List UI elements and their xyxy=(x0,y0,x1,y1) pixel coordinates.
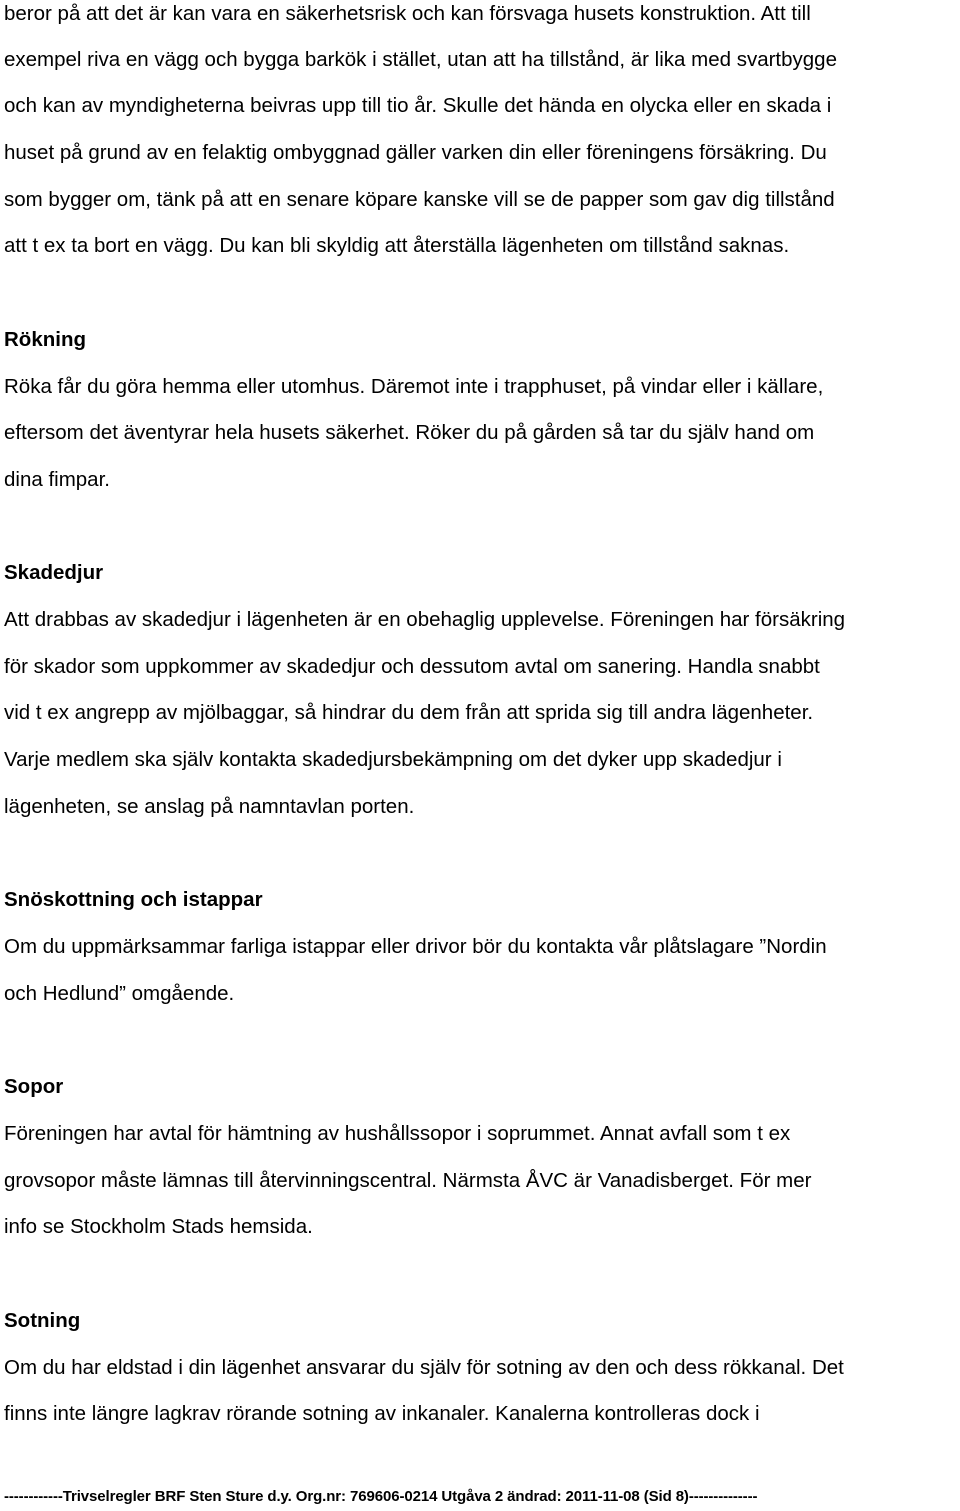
intro-line-1: beror på att det är kan vara en säkerhetsrisk och kan försvaga husets konstruktion. Att till xyxy=(4,2,811,25)
rokning-line-2: eftersom det äventyrar hela husets säkerhet. Röker du på gården så tar du själv hand om xyxy=(4,421,815,444)
intro-line-5: som bygger om, tänk på att en senare köpare kanske vill se de papper som gav dig tillstånd xyxy=(4,188,835,211)
skadedjur-line-4: Varje medlem ska själv kontakta skadedjursbekämpning om det dyker upp skadedjur i xyxy=(4,748,782,771)
heading-rokning: Rökning xyxy=(4,328,86,351)
sopor-line-2: grovsopor måste lämnas till återvinningscentral. Närmsta ÅVC är Vanadisberget. För mer xyxy=(4,1169,812,1192)
sopor-line-3: info se Stockholm Stads hemsida. xyxy=(4,1215,313,1238)
rokning-line-1: Röka får du göra hemma eller utomhus. Däremot inte i trapphuset, på vindar eller i källare, xyxy=(4,375,824,398)
skadedjur-line-2: för skador som uppkommer av skadedjur och dessutom avtal om sanering. Handla snabbt xyxy=(4,655,820,678)
skadedjur-line-5: lägenheten, se anslag på namntavlan porten. xyxy=(4,795,415,818)
sotning-line-1: Om du har eldstad i din lägenhet ansvarar du själv för sotning av den och dess rökkanal. Det xyxy=(4,1356,844,1379)
skadedjur-line-3: vid t ex angrepp av mjölbaggar, så hindrar du dem från att sprida sig till andra lägenheter. xyxy=(4,701,814,724)
intro-line-2: exempel riva en vägg och bygga barkök i stället, utan att ha tillstånd, är lika med svartbygge xyxy=(4,48,837,71)
sopor-line-1: Föreningen har avtal för hämtning av hushållssopor i soprummet. Annat avfall som t ex xyxy=(4,1122,791,1145)
rokning-line-3: dina fimpar. xyxy=(4,468,110,491)
heading-snoskottning: Snöskottning och istappar xyxy=(4,888,263,911)
skadedjur-line-1: Att drabbas av skadedjur i lägenheten är en obehaglig upplevelse. Föreningen har försäkring xyxy=(4,608,846,631)
sotning-line-2: finns inte längre lagkrav rörande sotning av inkanaler. Kanalerna kontrolleras dock i xyxy=(4,1402,760,1425)
intro-line-3: och kan av myndigheterna beivras upp till tio år. Skulle det hända en olycka eller en skada i xyxy=(4,94,832,117)
snoskottning-line-2: och Hedlund” omgående. xyxy=(4,982,235,1005)
intro-line-6: att t ex ta bort en vägg. Du kan bli skyldig att återställa lägenheten om tillstånd saknas. xyxy=(4,234,790,257)
heading-sopor: Sopor xyxy=(4,1075,64,1098)
heading-sotning: Sotning xyxy=(4,1309,81,1332)
page-footer: ------------Trivselregler BRF Sten Sture d.y. Org.nr: 769606-0214 Utgåva 2 ändrad: 2011-11-08 (Sid 8)-------------- xyxy=(4,1488,758,1505)
intro-line-4: huset på grund av en felaktig ombyggnad gäller varken din eller föreningens försäkring. Du xyxy=(4,141,827,164)
snoskottning-line-1: Om du uppmärksammar farliga istappar eller drivor bör du kontakta vår plåtslagare ”Nordin xyxy=(4,935,827,958)
heading-skadedjur: Skadedjur xyxy=(4,561,104,584)
